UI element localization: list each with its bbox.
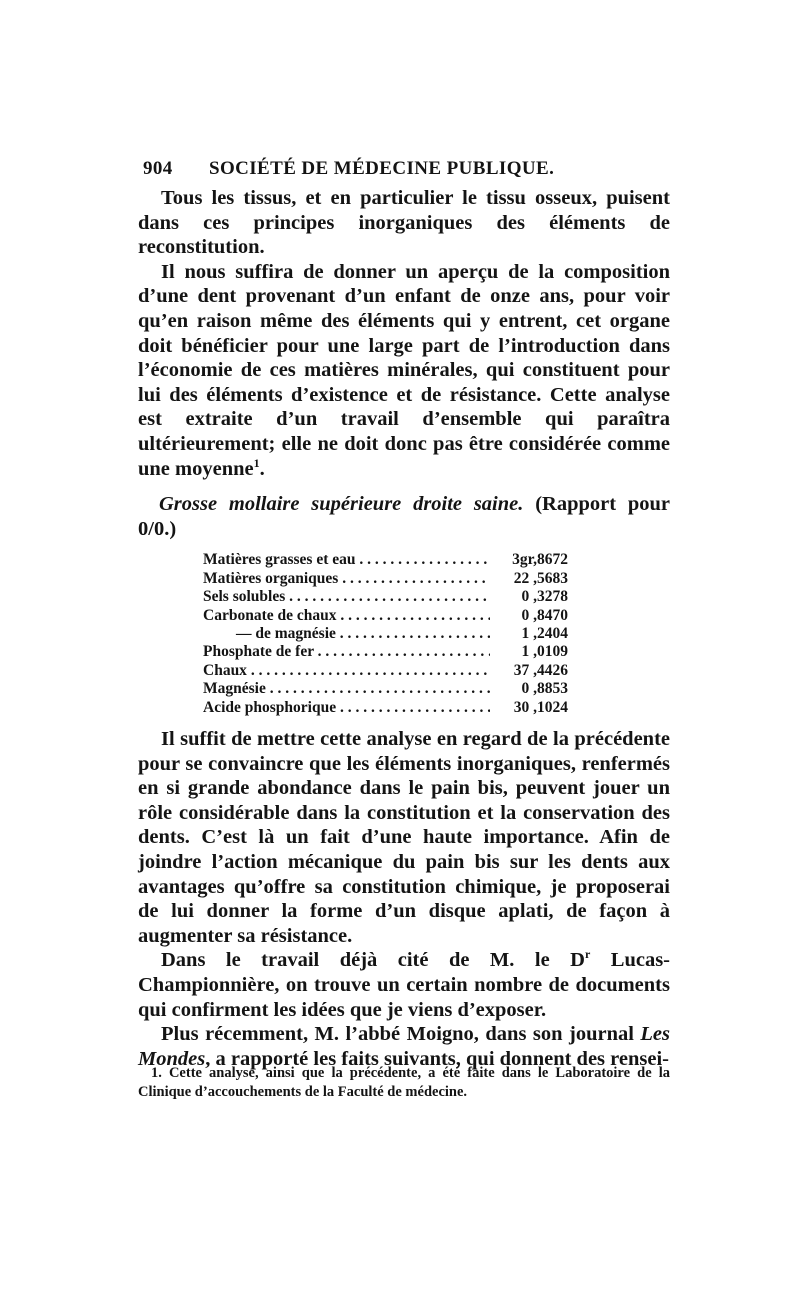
- row-value: 30 ,1024: [513, 698, 568, 716]
- page-body: [138, 186, 670, 1071]
- paragraph-2-end: .: [259, 457, 265, 480]
- caption-title: Grosse mollaire supérieure droite saine.: [159, 493, 524, 516]
- row-value: 0 ,8470: [521, 606, 568, 624]
- caption-ratio: (Rapport pour 0/0.): [138, 493, 670, 540]
- paragraph-4: [138, 948, 670, 1022]
- row-value: 1 ,0109: [521, 643, 568, 661]
- row-label: Chaux . . .: [203, 662, 490, 680]
- table-row: [203, 551, 568, 569]
- paragraph-5-text-a: Plus récemment, M. l’abbé Moigno, dans son journal: [161, 1023, 641, 1046]
- table-row: [203, 607, 568, 625]
- table-row: [203, 662, 568, 680]
- table-row: [203, 680, 568, 698]
- table-row: [203, 588, 568, 606]
- table-caption: [138, 492, 670, 541]
- paragraph-3: Il suffit de mettre cette analyse en regard de la précédente pour se convaincre que les éléments inorganiques, renfermés en si grande abondance dans le pain bis, peuvent jouer un rôle considérable dans la constitution et la conservation des dents. C’est là un fait d’une haute importance. Afin de joindre l’action mécanique du pain bis sur les dents aux avantages qu’offre sa constitution chimique, je proposerai de lui donner la forme d’un disque aplati, de façon à augmenter sa résistance.: [138, 727, 670, 947]
- paragraph-4-text-a: Dans le travail déjà cité de M. le D: [161, 949, 585, 972]
- running-title: SOCIÉTÉ DE MÉDECINE PUBLIQUE.: [209, 158, 555, 179]
- journal-title: Les Mondes: [138, 1023, 670, 1070]
- page-number: 904: [143, 158, 173, 179]
- row-value: 0 ,3278: [521, 588, 568, 606]
- paragraph-1: Tous les tissus, et en particulier le tissu osseux, puisent dans ces principes inorganiques des éléments de reconstitution.: [138, 187, 670, 259]
- table-row: [203, 570, 568, 588]
- row-value: 22 ,5683: [513, 569, 568, 587]
- row-label: Phosphate de fer . . .: [203, 643, 490, 661]
- row-value: 0 ,8853: [521, 680, 568, 698]
- row-value: 3gr,8672: [512, 551, 568, 569]
- row-label: Carbonate de chaux . . .: [203, 607, 490, 625]
- composition-table: [203, 551, 568, 717]
- doctor-superscript: r: [584, 947, 591, 962]
- paragraph-5-text-b: , a rapporté les faits suivants, qui donnent des rensei-: [205, 1047, 669, 1070]
- row-label: Sels solubles . . .: [203, 588, 490, 606]
- table-row: [203, 625, 568, 643]
- row-value: 37 ,4426: [513, 661, 568, 679]
- table-row: [203, 643, 568, 661]
- table-row: [203, 699, 568, 717]
- row-label: Magnésie . . .: [203, 680, 490, 698]
- paragraph-2: [138, 260, 670, 481]
- row-label: — de magnésie . . .: [203, 625, 490, 643]
- page-header: [143, 158, 673, 180]
- row-value: 1 ,2404: [521, 624, 568, 642]
- paragraph-2-text: Il nous suffira de donner un aperçu de la composition d’une dent provenant d’un enfant de onze ans, pour voir qu’en raison même des éléments qui y entrent, cet organe doit bénéficier pour une large part de l’introduction dans l’économie de ces matières minérales, qui constituent pour lui des éléments d’existence et de résistance. Cette analyse est extraite d’un travail d’ensemble qui paraîtra ultérieurement; elle ne doit donc pas être considérée comme une moyenne: [138, 260, 670, 480]
- footnote: 1. Cette analyse, ainsi que la précédente, a été faite dans le Laboratoire de la Clinique d’accouchements de la Faculté de médecine.: [138, 1065, 670, 1100]
- footnote-reference: 1: [253, 455, 260, 470]
- row-label: Acide phosphorique . . .: [203, 699, 490, 717]
- paragraph-4-text-b: Lucas-Championnière, on trouve un certain nombre de documents qui confirment les idées que je viens d’exposer.: [138, 949, 670, 1021]
- row-label: Matières grasses et eau . . .: [203, 551, 490, 569]
- row-label: Matières organiques . . .: [203, 570, 490, 588]
